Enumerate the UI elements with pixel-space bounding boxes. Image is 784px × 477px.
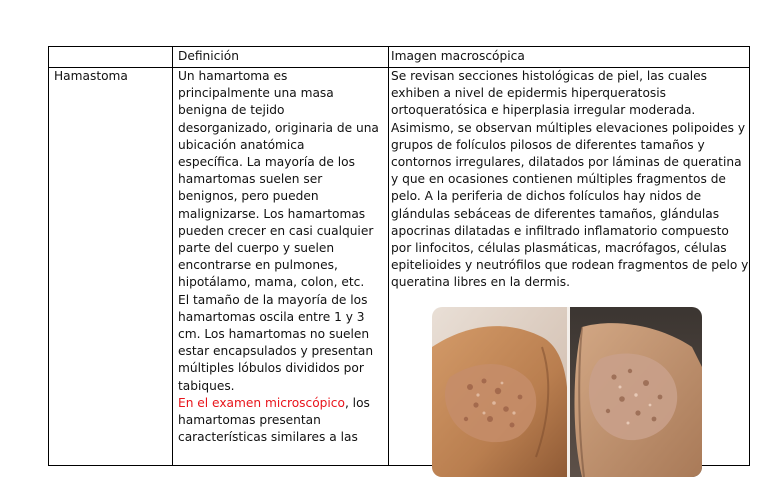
definition-line: hamartomas oscila entre 1 y 3 xyxy=(178,309,365,324)
definition-line: parte del cuerpo y suelen xyxy=(178,241,335,256)
macroscopic-photo xyxy=(432,307,702,477)
definition-line: ubicación anatómica xyxy=(178,137,305,152)
definition-fragment: , los xyxy=(344,395,370,410)
definition-line: encontrarse en pulmones, xyxy=(178,258,338,273)
definition-line: hamartomas presentan xyxy=(178,413,321,428)
definition-line: cm. Los hamartomas no suelen xyxy=(178,327,370,342)
macro-line: Asimismo, se observan múltiples elevaciones polipoides y xyxy=(391,120,746,135)
skin-lesion-photo-illustration xyxy=(432,307,702,477)
definition-line: pueden crecer en casi cualquier xyxy=(178,223,374,238)
column-divider-1 xyxy=(172,47,173,465)
definition-line: características similares a las xyxy=(178,430,358,445)
header-definicion: Definición xyxy=(178,49,239,63)
definition-line: principalmente una masa xyxy=(178,86,334,101)
macro-line: Se revisan secciones histológicas de piel, las cuales xyxy=(391,69,708,83)
macro-line: y que en ocasiones contienen múltiples fragmentos de xyxy=(391,172,726,187)
macro-line: pelo. A la periferia de dichos folículos hay nidos de xyxy=(391,189,702,204)
macro-line: grupos de folículos pilosos de diferentes tamaños y xyxy=(391,137,705,152)
definition-line-highlight xyxy=(178,395,379,412)
macro-line: contornos irregulares, dilatados por láminas de queratina xyxy=(391,155,742,170)
macro-line: queratina libres en la dermis. xyxy=(391,275,570,290)
definition-line: malignizarse. Los hamartomas xyxy=(178,206,366,221)
definition-line: benignos, pero pueden xyxy=(178,189,319,204)
macro-line: apocrinas dilatadas e infiltrado inflamatorio compuesto xyxy=(391,223,729,238)
row-title-hamastoma: Hamastoma xyxy=(54,69,128,83)
macro-line: epitelioides y neutrófilos que rodean fragmentos de pelo y xyxy=(391,258,749,273)
definition-line: estar encapsulados y presentan xyxy=(178,344,374,359)
definition-line: tabiques. xyxy=(178,378,235,393)
column-divider-2 xyxy=(388,47,389,465)
definition-line: benigna de tejido xyxy=(178,103,285,118)
macro-line: glándulas sebáceas de diferentes tamaños, glándulas xyxy=(391,206,720,221)
header-imagen-macroscopica: Imagen macroscópica xyxy=(391,49,525,63)
highlight-red-text: En el examen microscópico xyxy=(178,395,345,410)
definition-line: hipotálamo, mama, colon, etc. xyxy=(178,275,365,290)
definition-line: El tamaño de la mayoría de los xyxy=(178,292,368,307)
definition-line: específica. La mayoría de los xyxy=(178,155,355,170)
macro-line: exhiben a nivel de epidermis hiperqueratosis xyxy=(391,86,667,101)
definition-line: hamartomas suelen ser xyxy=(178,172,323,187)
definition-text xyxy=(178,68,379,446)
content-table xyxy=(48,46,750,466)
macro-line: ortoqueratósica e hiperplasia irregular moderada. xyxy=(391,103,696,118)
macro-line: por linfocitos, células plasmáticas, macrófagos, células xyxy=(391,241,727,256)
definition-line: Un hamartoma es xyxy=(178,69,288,83)
definition-line: desorganizado, originaria de una xyxy=(178,120,379,135)
macroscopic-text xyxy=(391,68,748,292)
definition-line: múltiples lóbulos divididos por xyxy=(178,361,364,376)
